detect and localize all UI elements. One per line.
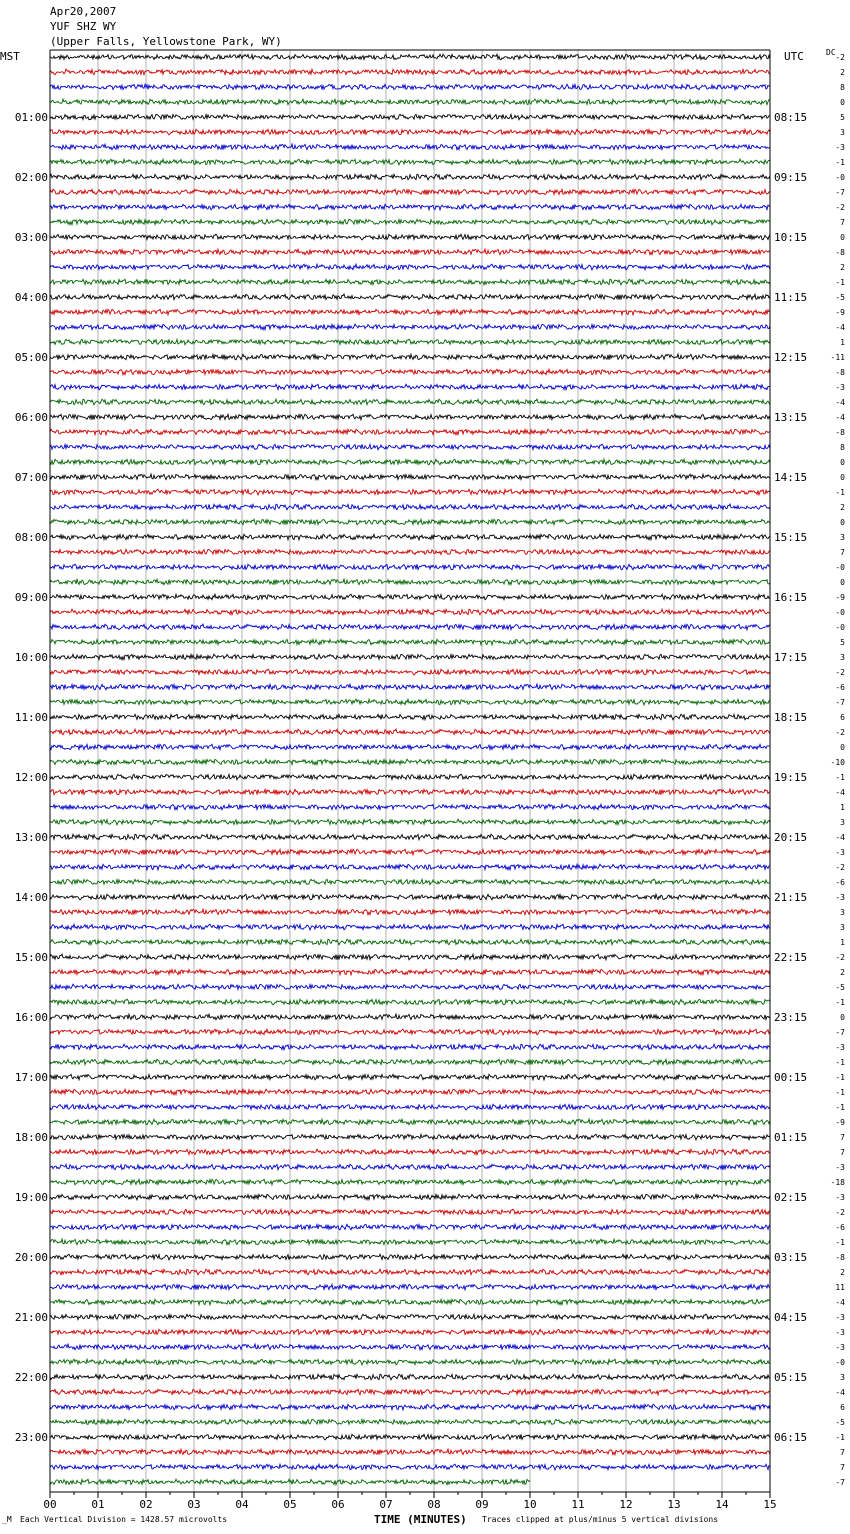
mst-hour-label: 11:00 bbox=[14, 711, 48, 724]
seismic-trace bbox=[50, 339, 770, 345]
seismic-trace bbox=[50, 804, 770, 809]
seismic-trace bbox=[50, 1194, 770, 1200]
seismic-trace bbox=[50, 369, 770, 374]
utc-hour-label: 23:15 bbox=[774, 1011, 808, 1024]
seismic-trace bbox=[50, 504, 770, 510]
seismic-trace bbox=[50, 429, 770, 435]
utc-hour-label: 10:15 bbox=[774, 231, 808, 244]
utc-hour-label: 04:15 bbox=[774, 1311, 808, 1324]
dc-offset-value: -1 bbox=[835, 1088, 845, 1097]
dc-offset-value: -1 bbox=[835, 773, 845, 782]
utc-hour-label: 00:15 bbox=[774, 1071, 808, 1084]
seismic-trace bbox=[50, 534, 770, 540]
x-tick-label: 15 bbox=[763, 1498, 777, 1511]
dc-offset-value: -2 bbox=[835, 863, 845, 872]
dc-offset-value: 3 bbox=[840, 818, 845, 827]
mst-hour-label: 06:00 bbox=[14, 411, 48, 424]
dc-offset-value: -1 bbox=[835, 1103, 845, 1112]
dc-offset-value: 7 bbox=[840, 548, 845, 557]
utc-hour-label: 01:15 bbox=[774, 1131, 808, 1144]
dc-offset-value: -8 bbox=[835, 428, 845, 437]
dc-offset-value: -3 bbox=[835, 848, 845, 857]
dc-offset-value: -3 bbox=[835, 893, 845, 902]
seismic-trace bbox=[50, 474, 770, 480]
utc-hour-label: 15:15 bbox=[774, 531, 808, 544]
seismic-trace bbox=[50, 684, 770, 690]
x-tick-label: 06 bbox=[331, 1498, 345, 1511]
dc-offset-value: 0 bbox=[840, 233, 845, 242]
dc-offset-value: -5 bbox=[835, 1418, 845, 1427]
seismic-trace bbox=[50, 819, 770, 825]
dc-offset-value: -7 bbox=[835, 188, 845, 197]
dc-offset-value: 1 bbox=[840, 338, 845, 347]
right-axis-title: UTC bbox=[784, 50, 804, 63]
x-tick-label: 01 bbox=[91, 1498, 105, 1511]
dc-offset-value: -3 bbox=[835, 1163, 845, 1172]
scale-note: Each Vertical Division = 1428.57 microvolts bbox=[20, 1515, 228, 1524]
seismic-trace bbox=[50, 609, 770, 615]
seismic-trace bbox=[50, 1224, 770, 1230]
seismic-trace bbox=[50, 954, 770, 960]
seismic-trace bbox=[50, 1359, 770, 1365]
seismic-trace bbox=[50, 249, 770, 255]
seismic-trace bbox=[50, 414, 770, 420]
mst-hour-label: 21:00 bbox=[14, 1311, 48, 1324]
seismic-trace bbox=[50, 189, 770, 195]
dc-offset-value: -2 bbox=[835, 668, 845, 677]
seismic-trace bbox=[50, 969, 770, 975]
dc-offset-value: -1 bbox=[835, 488, 845, 497]
seismic-trace bbox=[50, 624, 770, 630]
mst-hour-label: 07:00 bbox=[14, 471, 48, 484]
station-location: (Upper Falls, Yellowstone Park, WY) bbox=[50, 35, 282, 48]
dc-offset-value: -9 bbox=[835, 308, 845, 317]
mst-hour-label: 16:00 bbox=[14, 1011, 48, 1024]
dc-offset-value: -9 bbox=[835, 1118, 845, 1127]
dc-offset-value: -4 bbox=[835, 833, 845, 842]
dc-offset-value: 2 bbox=[840, 503, 845, 512]
seismic-trace bbox=[50, 1449, 770, 1455]
dc-offset-value: -8 bbox=[835, 368, 845, 377]
dc-offset-value: 3 bbox=[840, 653, 845, 662]
seismic-trace bbox=[50, 1389, 770, 1395]
utc-hour-label: 11:15 bbox=[774, 291, 808, 304]
seismic-trace bbox=[50, 669, 770, 675]
seismic-trace bbox=[50, 654, 770, 660]
mst-hour-label: 20:00 bbox=[14, 1251, 48, 1264]
seismic-trace bbox=[50, 1404, 770, 1410]
dc-offset-value: -3 bbox=[835, 1043, 845, 1052]
mst-hour-label: 22:00 bbox=[14, 1371, 48, 1384]
dc-offset-value: 7 bbox=[840, 1448, 845, 1457]
chart-date: Apr20,2007 bbox=[50, 5, 117, 18]
seismic-trace bbox=[50, 999, 770, 1005]
dc-offset-value: -1 bbox=[835, 278, 845, 287]
dc-offset-value: -0 bbox=[835, 608, 845, 617]
dc-offset-value: -2 bbox=[835, 1208, 845, 1217]
left-axis-title: MST bbox=[0, 50, 20, 63]
seismic-trace bbox=[50, 1014, 770, 1020]
seismic-trace bbox=[50, 294, 770, 300]
seismic-trace bbox=[50, 1104, 770, 1110]
seismic-trace bbox=[50, 864, 770, 870]
mst-hour-label: 18:00 bbox=[14, 1131, 48, 1144]
seismic-trace bbox=[50, 264, 770, 270]
utc-hour-label: 17:15 bbox=[774, 651, 808, 664]
seismic-trace bbox=[50, 834, 770, 840]
dc-offset-value: 1 bbox=[840, 938, 845, 947]
dc-offset-value: 3 bbox=[840, 533, 845, 542]
seismic-trace bbox=[50, 309, 770, 315]
mst-hour-label: 19:00 bbox=[14, 1191, 48, 1204]
dc-offset-value: -3 bbox=[835, 1193, 845, 1202]
utc-hour-label: 12:15 bbox=[774, 351, 808, 364]
x-tick-label: 13 bbox=[667, 1498, 681, 1511]
seismic-trace bbox=[50, 129, 770, 135]
mst-hour-label: 15:00 bbox=[14, 951, 48, 964]
utc-hour-label: 19:15 bbox=[774, 771, 808, 784]
mst-hour-label: 14:00 bbox=[14, 891, 48, 904]
utc-hour-label: 08:15 bbox=[774, 111, 808, 124]
dc-offset-value: -18 bbox=[830, 1178, 845, 1187]
dc-offset-value: -11 bbox=[830, 353, 845, 362]
dc-offset-value: -6 bbox=[835, 1223, 845, 1232]
dc-offset-value: -7 bbox=[835, 698, 845, 707]
dc-offset-value: -2 bbox=[835, 203, 845, 212]
utc-hour-label: 21:15 bbox=[774, 891, 808, 904]
dc-offset-value: 6 bbox=[840, 1403, 845, 1412]
dc-offset-value: 7 bbox=[840, 1133, 845, 1142]
seismic-trace bbox=[50, 1239, 770, 1245]
x-axis-title: TIME (MINUTES) bbox=[374, 1513, 467, 1526]
seismic-trace bbox=[50, 1089, 770, 1095]
seismic-trace bbox=[50, 639, 770, 645]
x-tick-label: 08 bbox=[427, 1498, 441, 1511]
dc-offset-value: 1 bbox=[840, 803, 845, 812]
seismic-trace bbox=[50, 489, 770, 495]
dc-offset-value: -10 bbox=[830, 758, 845, 767]
mst-hour-label: 23:00 bbox=[14, 1431, 48, 1444]
seismic-trace bbox=[50, 1209, 770, 1215]
utc-hour-label: 05:15 bbox=[774, 1371, 808, 1384]
dc-offset-value: -6 bbox=[835, 683, 845, 692]
utc-hour-label: 13:15 bbox=[774, 411, 808, 424]
utc-hour-label: 20:15 bbox=[774, 831, 808, 844]
dc-offset-value: -2 bbox=[835, 953, 845, 962]
mst-hour-label: 03:00 bbox=[14, 231, 48, 244]
dc-offset-value: 2 bbox=[840, 68, 845, 77]
utc-hour-label: 09:15 bbox=[774, 171, 808, 184]
dc-offset-value: -4 bbox=[835, 323, 845, 332]
seismic-trace bbox=[50, 909, 770, 915]
dc-offset-value: -7 bbox=[835, 1028, 845, 1037]
dc-offset-value: -4 bbox=[835, 1388, 845, 1397]
seismic-trace bbox=[50, 759, 770, 765]
seismic-trace bbox=[50, 714, 770, 720]
seismic-trace bbox=[50, 54, 770, 60]
seismic-trace bbox=[50, 174, 770, 180]
x-tick-label: 05 bbox=[283, 1498, 297, 1511]
seismic-trace bbox=[50, 459, 770, 465]
seismic-trace bbox=[50, 1434, 770, 1440]
dc-offset-value: -8 bbox=[835, 248, 845, 257]
mst-hour-label: 05:00 bbox=[14, 351, 48, 364]
x-tick-label: 00 bbox=[43, 1498, 57, 1511]
seismic-trace bbox=[50, 984, 770, 990]
x-tick-label: 02 bbox=[139, 1498, 153, 1511]
seismic-trace bbox=[50, 549, 770, 554]
dc-offset-value: -1 bbox=[835, 998, 845, 1007]
utc-hour-label: 06:15 bbox=[774, 1431, 808, 1444]
seismic-trace bbox=[50, 69, 770, 75]
dc-offset-value: 2 bbox=[840, 968, 845, 977]
seismic-trace bbox=[50, 1299, 770, 1305]
utc-hour-label: 18:15 bbox=[774, 711, 808, 724]
seismic-trace bbox=[50, 1344, 770, 1350]
dc-offset-value: 0 bbox=[840, 1013, 845, 1022]
dc-offset-value: 0 bbox=[840, 98, 845, 107]
dc-offset-value: 5 bbox=[840, 638, 845, 647]
seismic-trace bbox=[50, 1134, 770, 1140]
seismic-trace bbox=[50, 849, 770, 855]
dc-offset-value: 6 bbox=[840, 713, 845, 722]
dc-offset-value: -7 bbox=[835, 1478, 845, 1487]
dc-offset-value: 3 bbox=[840, 908, 845, 917]
seismic-trace bbox=[50, 1464, 770, 1470]
seismic-trace bbox=[50, 1119, 770, 1125]
seismic-trace bbox=[50, 354, 770, 360]
mst-hour-label: 13:00 bbox=[14, 831, 48, 844]
dc-offset-value: -1 bbox=[835, 1433, 845, 1442]
seismic-trace bbox=[50, 114, 770, 120]
seismic-trace bbox=[50, 789, 770, 795]
dc-offset-value: -5 bbox=[835, 293, 845, 302]
dc-offset-value: -4 bbox=[835, 398, 845, 407]
seismic-trace bbox=[50, 879, 770, 885]
dc-offset-value: -0 bbox=[835, 623, 845, 632]
seismic-trace bbox=[50, 699, 770, 705]
dc-offset-value: 7 bbox=[840, 218, 845, 227]
seismic-trace bbox=[50, 924, 770, 930]
dc-offset-value: 2 bbox=[840, 1268, 845, 1277]
dc-offset-value: 5 bbox=[840, 113, 845, 122]
utc-hour-label: 16:15 bbox=[774, 591, 808, 604]
mst-hour-label: 08:00 bbox=[14, 531, 48, 544]
station-code: YUF SHZ WY bbox=[50, 20, 117, 33]
dc-offset-value: -4 bbox=[835, 788, 845, 797]
x-tick-label: 14 bbox=[715, 1498, 729, 1511]
dc-offset-value: -0 bbox=[835, 1358, 845, 1367]
x-tick-label: 12 bbox=[619, 1498, 633, 1511]
dc-offset-value: 3 bbox=[840, 923, 845, 932]
seismic-trace bbox=[50, 1164, 770, 1170]
seismic-trace bbox=[50, 729, 770, 735]
dc-offset-value: 3 bbox=[840, 1373, 845, 1382]
seismic-trace bbox=[50, 1044, 770, 1050]
dc-offset-value: 11 bbox=[835, 1283, 845, 1292]
dc-offset-value: -1 bbox=[835, 1238, 845, 1247]
seismic-trace bbox=[50, 894, 770, 900]
x-tick-label: 10 bbox=[523, 1498, 537, 1511]
seismic-trace bbox=[50, 519, 770, 525]
seismic-trace bbox=[50, 744, 770, 750]
mst-hour-label: 12:00 bbox=[14, 771, 48, 784]
utc-hour-label: 02:15 bbox=[774, 1191, 808, 1204]
seismic-trace bbox=[50, 234, 770, 240]
dc-offset-value: -3 bbox=[835, 143, 845, 152]
dc-offset-value: -6 bbox=[835, 878, 845, 887]
seismic-trace bbox=[50, 279, 770, 285]
seismic-trace bbox=[50, 84, 770, 90]
dc-offset-value: -1 bbox=[835, 1058, 845, 1067]
dc-offset-value: 7 bbox=[840, 1463, 845, 1472]
seismic-trace bbox=[50, 1149, 770, 1155]
seismic-trace bbox=[50, 444, 770, 450]
dc-offset-value: -2 bbox=[835, 53, 845, 62]
dc-offset-value: 7 bbox=[840, 1148, 845, 1157]
dc-offset-value: -1 bbox=[835, 1073, 845, 1082]
seismic-trace bbox=[50, 1254, 770, 1260]
seismic-trace bbox=[50, 1284, 770, 1290]
dc-offset-value: 8 bbox=[840, 443, 845, 452]
seismic-trace bbox=[50, 1074, 770, 1080]
seismic-trace bbox=[50, 1314, 770, 1320]
seismic-trace bbox=[50, 1329, 770, 1335]
mst-hour-label: 17:00 bbox=[14, 1071, 48, 1084]
mst-hour-label: 10:00 bbox=[14, 651, 48, 664]
mst-hour-label: 02:00 bbox=[14, 171, 48, 184]
dc-offset-title: DC bbox=[826, 48, 836, 57]
mst-hour-label: 09:00 bbox=[14, 591, 48, 604]
dc-offset-value: -2 bbox=[835, 728, 845, 737]
dc-offset-value: 8 bbox=[840, 83, 845, 92]
dc-offset-value: -5 bbox=[835, 983, 845, 992]
dc-offset-value: 0 bbox=[840, 473, 845, 482]
seismic-trace bbox=[50, 219, 770, 225]
x-tick-label: 09 bbox=[475, 1498, 489, 1511]
x-tick-label: 04 bbox=[235, 1498, 249, 1511]
clip-note: Traces clipped at plus/minus 5 vertical divisions bbox=[482, 1515, 719, 1524]
seismic-trace bbox=[50, 384, 770, 390]
x-tick-label: 07 bbox=[379, 1498, 393, 1511]
seismic-trace bbox=[50, 1029, 770, 1035]
dc-offset-value: -0 bbox=[835, 563, 845, 572]
mst-hour-label: 01:00 bbox=[14, 111, 48, 124]
dc-offset-value: -3 bbox=[835, 383, 845, 392]
seismic-trace bbox=[50, 1179, 770, 1185]
seismic-trace bbox=[50, 1419, 770, 1425]
seismic-trace bbox=[50, 594, 770, 600]
footer-mark: _M bbox=[2, 1515, 12, 1524]
seismic-trace bbox=[50, 939, 770, 945]
dc-offset-value: 3 bbox=[840, 128, 845, 137]
utc-hour-label: 03:15 bbox=[774, 1251, 808, 1264]
dc-offset-value: -0 bbox=[835, 173, 845, 182]
x-tick-label: 03 bbox=[187, 1498, 201, 1511]
seismic-trace bbox=[50, 1269, 770, 1275]
dc-offset-value: -3 bbox=[835, 1328, 845, 1337]
dc-offset-value: -3 bbox=[835, 1343, 845, 1352]
dc-offset-value: -9 bbox=[835, 593, 845, 602]
dc-offset-value: 0 bbox=[840, 518, 845, 527]
dc-offset-value: 0 bbox=[840, 743, 845, 752]
seismic-trace bbox=[50, 144, 770, 150]
seismic-trace bbox=[50, 579, 770, 585]
seismic-trace bbox=[50, 564, 770, 570]
seismic-trace bbox=[50, 204, 770, 210]
seismic-trace bbox=[50, 1374, 770, 1380]
utc-hour-label: 22:15 bbox=[774, 951, 808, 964]
dc-offset-value: -3 bbox=[835, 1313, 845, 1322]
dc-offset-value: -4 bbox=[835, 413, 845, 422]
seismic-trace bbox=[50, 1059, 770, 1065]
seismic-trace bbox=[50, 324, 770, 330]
x-tick-label: 11 bbox=[571, 1498, 585, 1511]
dc-offset-value: -1 bbox=[835, 158, 845, 167]
dc-offset-value: -4 bbox=[835, 1298, 845, 1307]
dc-offset-value: 0 bbox=[840, 458, 845, 467]
dc-offset-value: -8 bbox=[835, 1253, 845, 1262]
seismic-trace bbox=[50, 774, 770, 780]
seismic-trace bbox=[50, 399, 770, 405]
utc-hour-label: 14:15 bbox=[774, 471, 808, 484]
seismic-trace bbox=[50, 159, 770, 165]
dc-offset-value: 0 bbox=[840, 578, 845, 587]
seismic-trace bbox=[50, 99, 770, 105]
dc-offset-value: 2 bbox=[840, 263, 845, 272]
mst-hour-label: 04:00 bbox=[14, 291, 48, 304]
